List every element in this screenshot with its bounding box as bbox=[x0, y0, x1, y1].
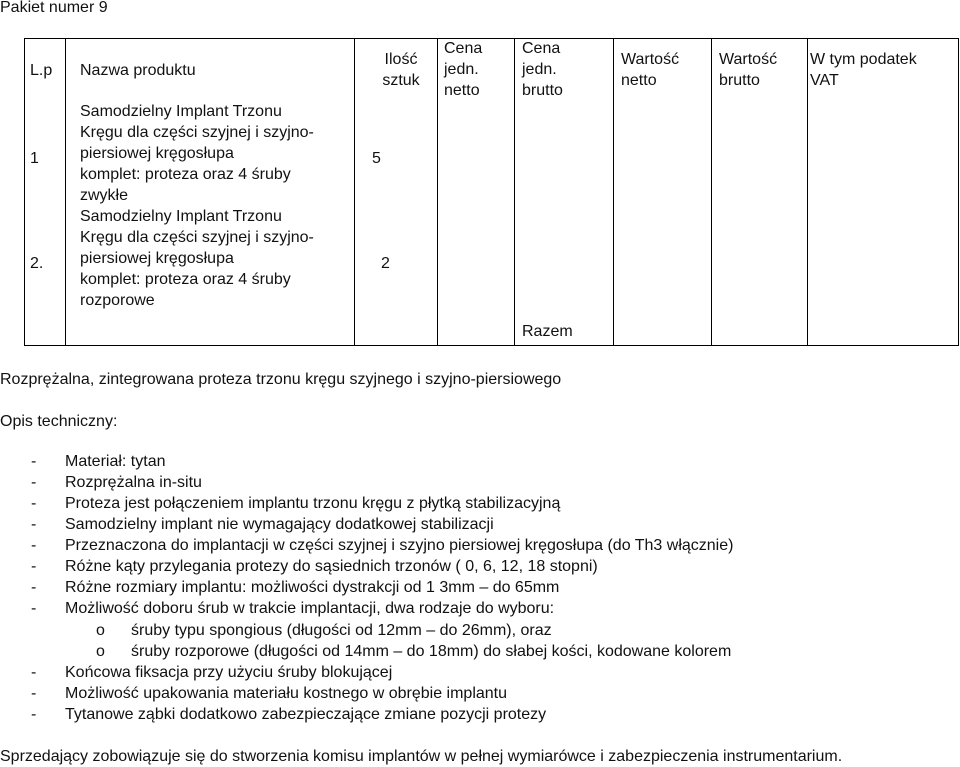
col-divider bbox=[24, 38, 25, 346]
col-divider bbox=[65, 38, 66, 346]
spec-item: Możliwość doboru śrub w trakcie implantacji, dwa rodzaje do wyboru: bbox=[65, 600, 555, 617]
row-2-product-name bbox=[80, 206, 314, 311]
row-2-name-line: Samodzielny Implant Trzonu bbox=[80, 208, 282, 225]
bullet-marker: - bbox=[31, 474, 37, 491]
description-title: Rozprężalna, zintegrowana proteza trzonu kręgu szyjnego i szyjno-piersiowego bbox=[0, 371, 562, 388]
row-1-name-line: piersiowej kręgosłupa bbox=[80, 145, 234, 162]
package-title: Pakiet numer 9 bbox=[0, 0, 108, 16]
header-quantity-line: Ilość bbox=[384, 51, 418, 68]
bullet-marker: - bbox=[31, 537, 37, 554]
tech-heading: Opis techniczny: bbox=[0, 413, 118, 430]
header-unit-price-gross-line: Cena bbox=[522, 40, 561, 57]
spec-item: Tytanowe ząbki dodatkowo zabezpieczające zmiane pozycji protezy bbox=[65, 706, 547, 723]
header-value-net-line: netto bbox=[621, 72, 657, 89]
col-divider bbox=[514, 38, 515, 346]
bullet-marker: - bbox=[31, 706, 37, 723]
spec-item: Końcowa fiksacja przy użyciu śruby blokującej bbox=[65, 664, 393, 681]
header-product-name: Nazwa produktu bbox=[80, 62, 196, 79]
sub-bullet-marker: o bbox=[96, 643, 105, 660]
row-2-name-line: piersiowej kręgosłupa bbox=[80, 250, 234, 267]
row-1-lp: 1 bbox=[30, 150, 39, 167]
col-divider bbox=[711, 38, 712, 346]
header-unit-price-net-line: Cena bbox=[444, 40, 483, 57]
screw-option: śruby typu spongious (długości od 12mm – do 26mm), oraz bbox=[131, 622, 552, 639]
header-unit-price-net-line: jedn. bbox=[444, 61, 479, 78]
bullet-marker: - bbox=[31, 685, 37, 702]
bullet-marker: - bbox=[31, 558, 37, 575]
table-border-bottom bbox=[24, 345, 959, 346]
header-value-net-line: Wartość bbox=[621, 51, 680, 68]
spec-item: Różne kąty przylegania protezy do sąsiednich trzonów ( 0, 6, 12, 18 stopni) bbox=[65, 558, 598, 575]
row-1-quantity: 5 bbox=[372, 150, 381, 167]
header-value-gross bbox=[719, 49, 777, 91]
screw-option: śruby rozporowe (długości od 14mm – do 18mm) do słabej kości, kodowane kolorem bbox=[131, 643, 732, 660]
spec-item: Możliwość upakowania materiału kostnego w obrębie implantu bbox=[65, 685, 508, 702]
bullet-marker: - bbox=[31, 516, 37, 533]
header-value-net bbox=[621, 49, 679, 91]
header-lp: L.p bbox=[30, 62, 53, 79]
row-2-lp: 2. bbox=[30, 255, 44, 272]
spec-item: Materiał: tytan bbox=[65, 453, 166, 470]
row-1-name-line: Kręgu dla części szyjnej i szyjno- bbox=[80, 124, 314, 141]
bullet-marker: - bbox=[31, 453, 37, 470]
header-unit-price-net bbox=[444, 38, 482, 101]
table-border-top bbox=[24, 38, 959, 39]
row-1-product-name bbox=[80, 101, 314, 206]
header-vat bbox=[810, 49, 917, 91]
row-1-name-line: zwykłe bbox=[80, 187, 129, 204]
footer-note: Sprzedający zobowiązuje się do stworzenia komisu implantów w pełnej wymiarówce i zabezpieczenia instrumentarium. bbox=[0, 748, 843, 765]
header-unit-price-net-line: netto bbox=[444, 82, 480, 99]
row-1-name-line: komplet: proteza oraz 4 śruby bbox=[80, 166, 291, 183]
col-divider bbox=[613, 38, 614, 346]
header-unit-price-gross-line: jedn. bbox=[522, 61, 557, 78]
sub-bullet-marker: o bbox=[96, 622, 105, 639]
header-vat-line: VAT bbox=[810, 72, 839, 89]
col-divider bbox=[437, 38, 438, 346]
bullet-marker: - bbox=[31, 600, 37, 617]
row-2-quantity: 2 bbox=[381, 255, 390, 272]
bullet-marker: - bbox=[31, 495, 37, 512]
spec-item: Przeznaczona do implantacji w części szyjnej i szyjno piersiowej kręgosłupa (do Th3 włącznie) bbox=[65, 537, 734, 554]
header-value-gross-line: Wartość bbox=[719, 51, 778, 68]
row-1-name-line: Samodzielny Implant Trzonu bbox=[80, 103, 282, 120]
header-unit-price-gross bbox=[522, 38, 563, 101]
row-2-name-line: komplet: proteza oraz 4 śruby bbox=[80, 271, 291, 288]
spec-item: Proteza jest połączeniem implantu trzonu kręgu z płytką stabilizacyjną bbox=[65, 495, 561, 512]
row-2-name-line: rozporowe bbox=[80, 292, 155, 309]
col-divider bbox=[958, 38, 959, 346]
total-label: Razem bbox=[522, 323, 573, 340]
header-quantity bbox=[366, 49, 436, 91]
spec-item: Rozprężalna in-situ bbox=[65, 474, 202, 491]
bullet-marker: - bbox=[31, 664, 37, 681]
col-divider bbox=[807, 38, 808, 346]
price-table bbox=[24, 38, 959, 346]
header-unit-price-gross-line: brutto bbox=[522, 82, 563, 99]
row-2-name-line: Kręgu dla części szyjnej i szyjno- bbox=[80, 229, 314, 246]
header-value-gross-line: brutto bbox=[719, 72, 760, 89]
spec-item: Różne rozmiary implantu: możliwości dystrakcji od 1 3mm – do 65mm bbox=[65, 579, 560, 596]
bullet-marker: - bbox=[31, 579, 37, 596]
header-vat-line: W tym podatek bbox=[810, 51, 917, 68]
spec-item: Samodzielny implant nie wymagający dodatkowej stabilizacji bbox=[65, 516, 494, 533]
col-divider bbox=[354, 38, 355, 346]
header-quantity-line: sztuk bbox=[382, 72, 420, 89]
